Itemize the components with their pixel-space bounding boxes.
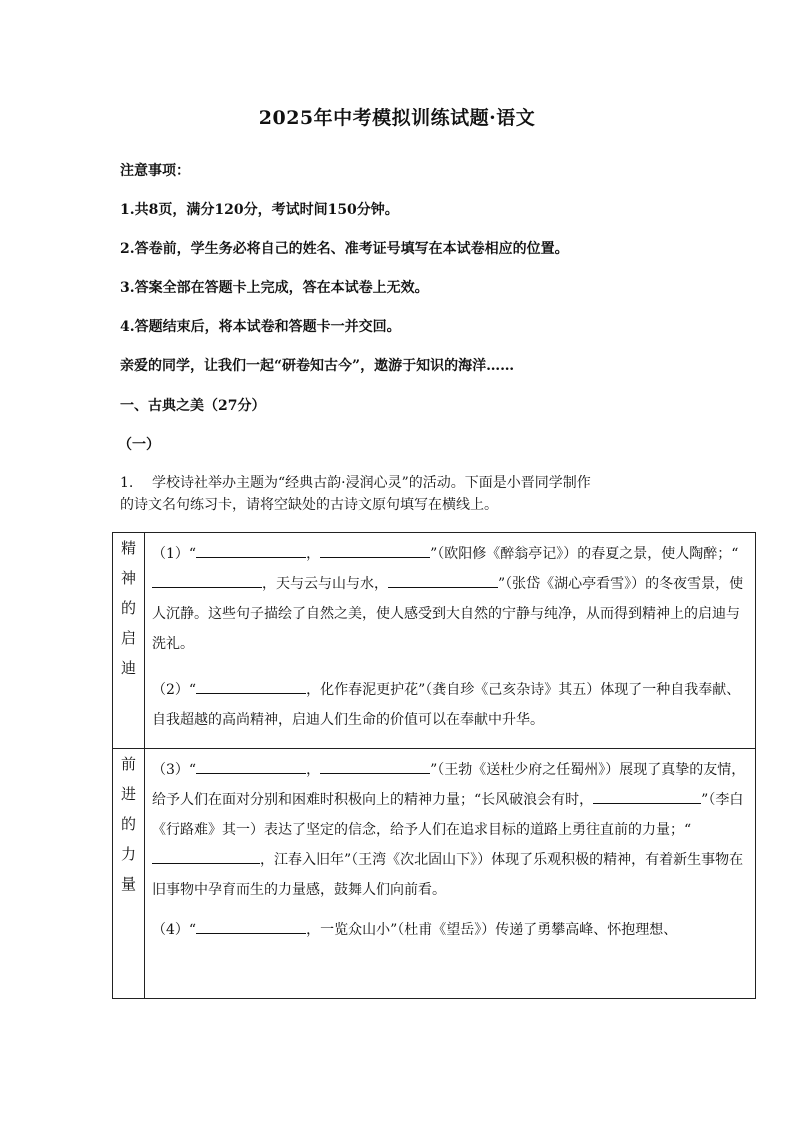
answer-blank[interactable] <box>320 756 430 774</box>
content-cell-strength <box>145 749 756 999</box>
notice-item-1: 1.共8页，满分120分，考试时间150分钟。 <box>120 202 399 218</box>
item-1 <box>152 539 751 659</box>
greeting-text: 亲爱的同学，让我们一起“研卷知古今”，遨游于知识的海洋…… <box>120 358 515 374</box>
item-4 <box>152 915 751 945</box>
poem-practice-card <box>112 532 756 999</box>
answer-blank[interactable] <box>196 676 306 694</box>
item-4-text-a: （4）“ <box>152 922 197 938</box>
question-1-prompt <box>120 472 591 516</box>
answer-blank[interactable] <box>320 540 430 558</box>
item-1-text-b: ， <box>306 546 321 562</box>
section-title: 一、古典之美（27分） <box>120 398 266 414</box>
answer-blank[interactable] <box>593 786 701 804</box>
notice-item-2: 2.答卷前，学生务必将自己的姓名、准考证号填写在本试卷相应的位置。 <box>120 241 569 257</box>
exam-title: 2025年中考模拟训练试题·语文 <box>258 107 536 129</box>
item-2-text-a: （2）“ <box>152 682 197 698</box>
theme-cell-strength <box>113 749 145 999</box>
theme-cell-spirit <box>113 533 145 749</box>
question-line-2: 的诗文名句练习卡，请将空缺处的古诗文原句填写在横线上。 <box>120 497 498 513</box>
item-1-text-d: ，天与云与山与水， <box>262 576 388 592</box>
part-label: （一） <box>118 437 160 453</box>
content-cell-spirit <box>145 533 756 749</box>
item-3 <box>152 755 751 905</box>
question-number: 1. <box>120 475 134 491</box>
notice-item-4: 4.答题结束后，将本试卷和答题卡一并交回。 <box>120 319 401 335</box>
question-line-1: 学校诗社举办主题为“经典古韵·浸润心灵”的活动。下面是小晋同学制作 <box>152 475 591 491</box>
card-row-strength <box>113 749 756 999</box>
answer-blank[interactable] <box>388 570 498 588</box>
theme-label-spirit: 精神的启迪 <box>120 539 136 677</box>
item-1-text-a: （1）“ <box>152 546 197 562</box>
answer-blank[interactable] <box>196 916 306 934</box>
item-2-text-b: ，化作春泥更护花”（龚自珍《己亥杂诗》其五）体现了一种自我奉献、自我超越的高尚精神，启迪人们生命的价值可以在奉献中升华。 <box>152 682 741 728</box>
item-3-text-c: ”（王勃《送杜少府之任蜀州》）展现了真挚的友情，给予人们在面对分别和困难时积极向上的精神力量；“长风破浪会有时， <box>152 762 746 808</box>
item-3-text-d: ”（李白《行路难》其一）表达了坚定的信念，给予人们在追求目标的道路上勇往直前的力量；“ <box>152 792 744 838</box>
item-1-text-c: ”（欧阳修《醉翁亭记》）的春夏之景，使人陶醉；“ <box>430 546 739 562</box>
item-1-text-e: ”（张岱《湖心亭看雪》）的冬夜雪景，使人沉静。这些句子描绘了自然之美，使人感受到大自然的宁静与纯净，从而得到精神上的启迪与洗礼。 <box>152 576 744 652</box>
notice-heading: 注意事项： <box>120 163 190 179</box>
answer-blank[interactable] <box>196 756 306 774</box>
item-2 <box>152 675 751 735</box>
card-row-spirit <box>113 533 756 749</box>
answer-blank[interactable] <box>152 846 260 864</box>
item-3-text-e: ，江春入旧年”（王湾《次北固山下》）体现了乐观积极的精神，有着新生事物在旧事物中孕育而生的力量感，鼓舞人们向前看。 <box>152 852 744 898</box>
answer-blank[interactable] <box>152 570 262 588</box>
notice-item-3: 3.答案全部在答题卡上完成，答在本试卷上无效。 <box>120 280 429 296</box>
item-3-text-b: ， <box>306 762 321 778</box>
item-3-text-a: （3）“ <box>152 762 197 778</box>
theme-label-strength: 前进的力量 <box>120 755 136 893</box>
item-4-text-b: ，一览众山小”（杜甫《望岳》）传递了勇攀高峰、怀抱理想、 <box>306 922 678 938</box>
answer-blank[interactable] <box>196 540 306 558</box>
